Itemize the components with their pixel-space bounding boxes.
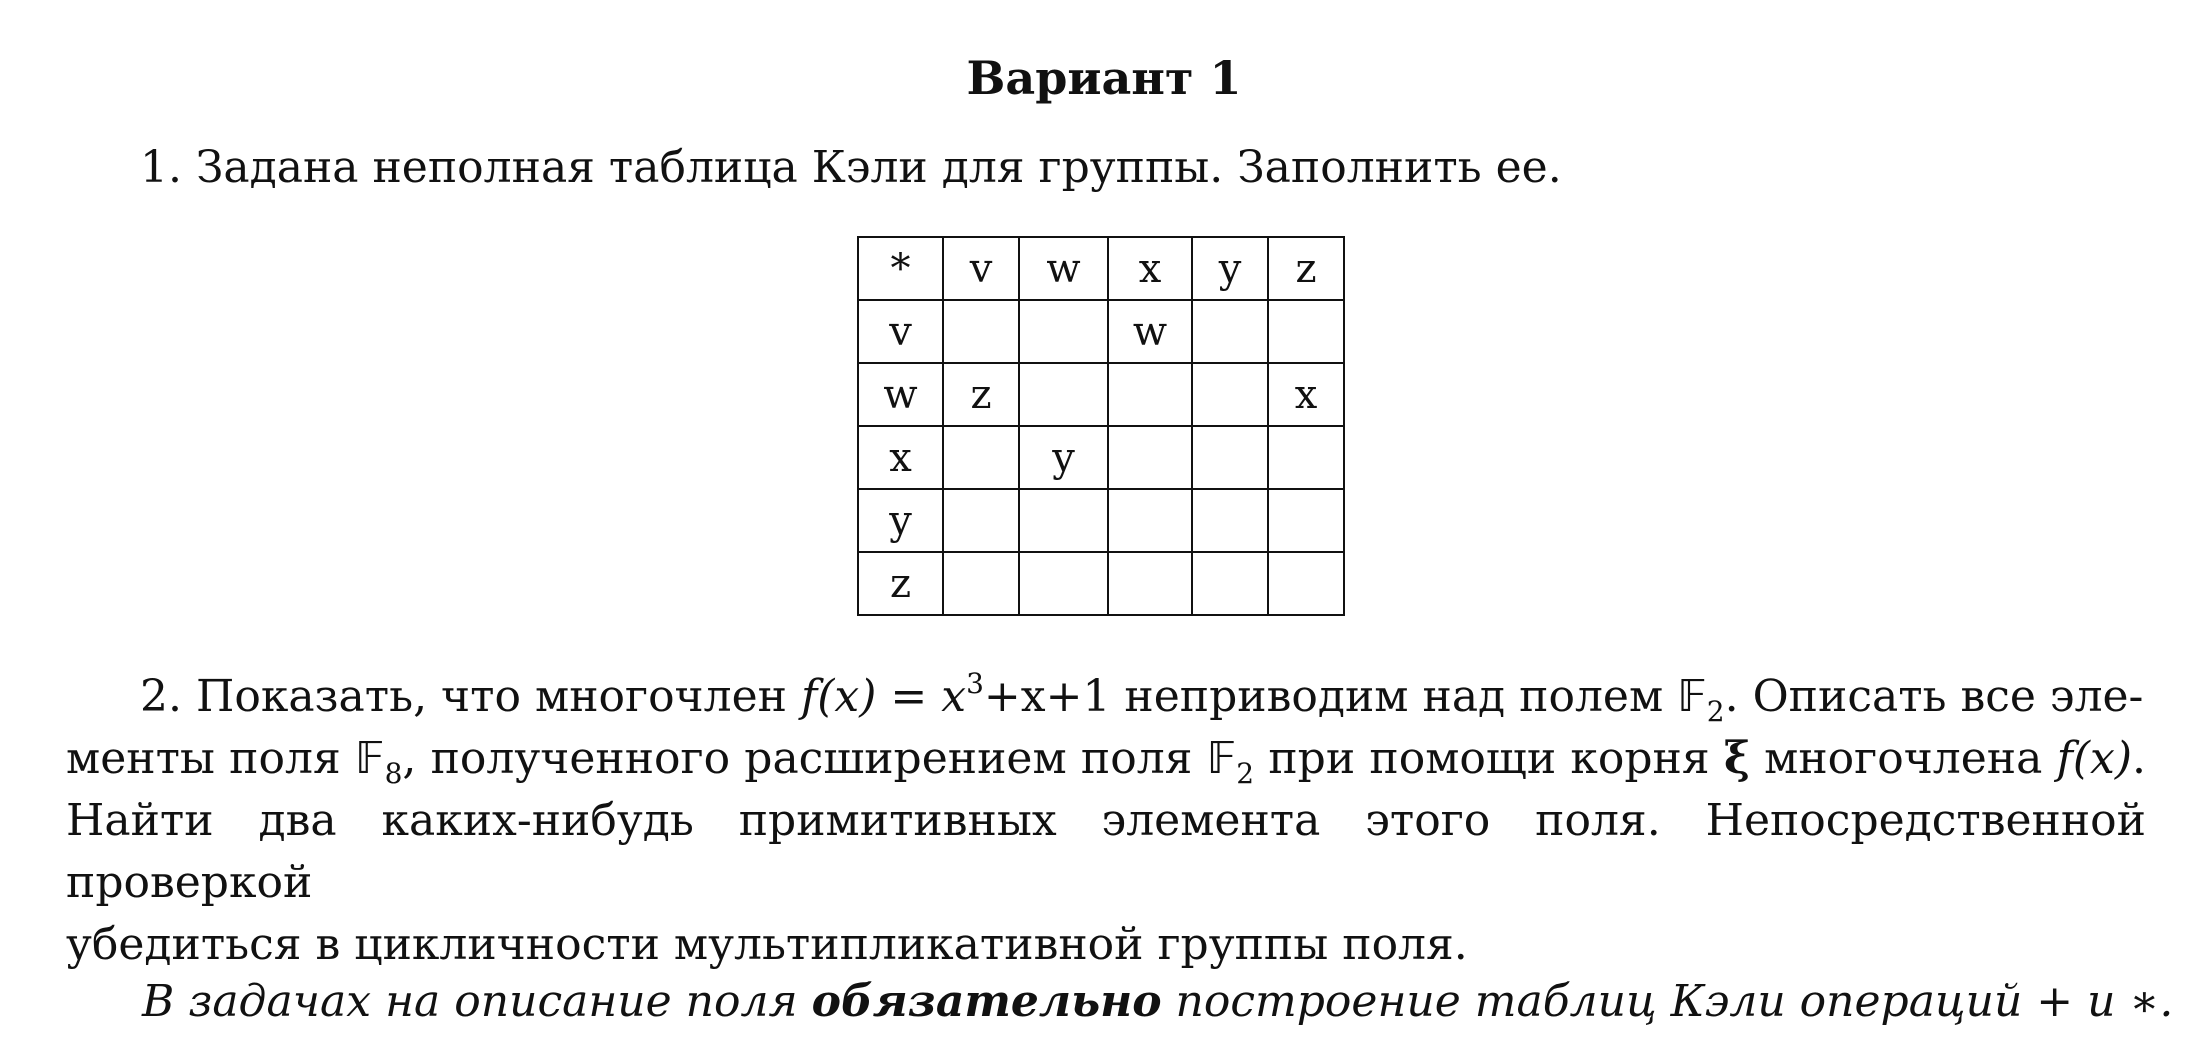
cayley-cell	[1108, 363, 1192, 426]
cayley-col-header: z	[1268, 237, 1344, 300]
text-run: .	[2132, 733, 2146, 784]
task-1-text: 1. Задана неполная таблица Кэли для группы. Заполнить ее.	[140, 142, 1562, 193]
page-title: Вариант 1	[966, 51, 1242, 105]
cayley-row-header: y	[858, 489, 943, 552]
cayley-cell	[1019, 552, 1108, 615]
cayley-row-header: v	[858, 300, 943, 363]
cayley-cell	[943, 426, 1019, 489]
text-run: 2. Показать, что многочлен	[140, 671, 801, 722]
math-poly-rest: +x+1	[983, 671, 1111, 722]
field-symbol: 𝔽	[1206, 733, 1237, 784]
cayley-cell: z	[943, 363, 1019, 426]
cayley-row-header: w	[858, 363, 943, 426]
cayley-cell: w	[1108, 300, 1192, 363]
cayley-cell	[1192, 426, 1268, 489]
cayley-table	[857, 236, 1345, 616]
cayley-row-header: z	[858, 552, 943, 615]
cayley-row-header: x	[858, 426, 943, 489]
cayley-corner: *	[858, 237, 943, 300]
math-xi: ξ	[1723, 733, 1750, 784]
cayley-row	[858, 552, 1344, 615]
footnote-instruction	[142, 972, 2173, 1032]
math-equals: =	[876, 671, 942, 722]
cayley-cell	[1108, 489, 1192, 552]
cayley-cell	[1268, 552, 1344, 615]
cayley-row	[858, 426, 1344, 489]
cayley-col-header: w	[1019, 237, 1108, 300]
text-run: . Описать все эле-	[1724, 671, 2144, 722]
text-run: В задачах на описание поля	[142, 976, 812, 1027]
cayley-cell	[1268, 489, 1344, 552]
text-run: , полученного расширением поля	[402, 733, 1207, 784]
cayley-cell	[1192, 300, 1268, 363]
cayley-row	[858, 363, 1344, 426]
cayley-col-header: y	[1192, 237, 1268, 300]
field-symbol: 𝔽	[354, 733, 385, 784]
task-2-text	[66, 666, 2146, 976]
cayley-col-header: x	[1108, 237, 1192, 300]
cayley-row	[858, 489, 1344, 552]
task-2-line-3: Найти два каких-нибудь примитивных элемента этого поля. Непосредственной проверкой	[66, 795, 2146, 908]
cayley-row	[858, 300, 1344, 363]
math-f-of-x: f(x)	[800, 671, 877, 722]
cayley-cell	[1192, 552, 1268, 615]
cayley-cell: y	[1019, 426, 1108, 489]
task-2-line-2	[66, 728, 2146, 790]
cayley-cell	[1192, 489, 1268, 552]
text-run: построение таблиц Кэли операций + и ∗.	[1161, 976, 2174, 1027]
cayley-cell	[1108, 552, 1192, 615]
field-symbol: 𝔽	[1677, 671, 1707, 722]
field-subscript: 2	[1236, 757, 1255, 790]
cayley-cell	[1019, 300, 1108, 363]
text-run: при помощи корня	[1254, 733, 1724, 784]
text-run: менты поля	[66, 733, 355, 784]
task-2-line-4: убедиться в цикличности мультипликативной группы поля.	[66, 919, 1468, 970]
cayley-cell	[943, 489, 1019, 552]
cayley-cell	[1019, 363, 1108, 426]
field-subscript: 8	[384, 757, 403, 790]
task-2-line-1	[66, 666, 2146, 728]
cayley-cell	[1268, 300, 1344, 363]
cayley-cell	[1268, 426, 1344, 489]
math-x: x	[941, 671, 967, 722]
cayley-cell	[1192, 363, 1268, 426]
cayley-cell	[943, 552, 1019, 615]
field-subscript: 2	[1706, 695, 1725, 728]
text-run: многочлена	[1749, 733, 2057, 784]
cayley-col-header: v	[943, 237, 1019, 300]
cayley-cell: x	[1268, 363, 1344, 426]
text-run: неприводим над полем	[1110, 671, 1678, 722]
cayley-header-row	[858, 237, 1344, 300]
cayley-cell	[1108, 426, 1192, 489]
emphasis-bold: обязательно	[811, 976, 1162, 1027]
cayley-cell	[1019, 489, 1108, 552]
math-f-of-x: f(x)	[2056, 733, 2132, 784]
math-exponent: 3	[966, 667, 984, 700]
cayley-cell	[943, 300, 1019, 363]
